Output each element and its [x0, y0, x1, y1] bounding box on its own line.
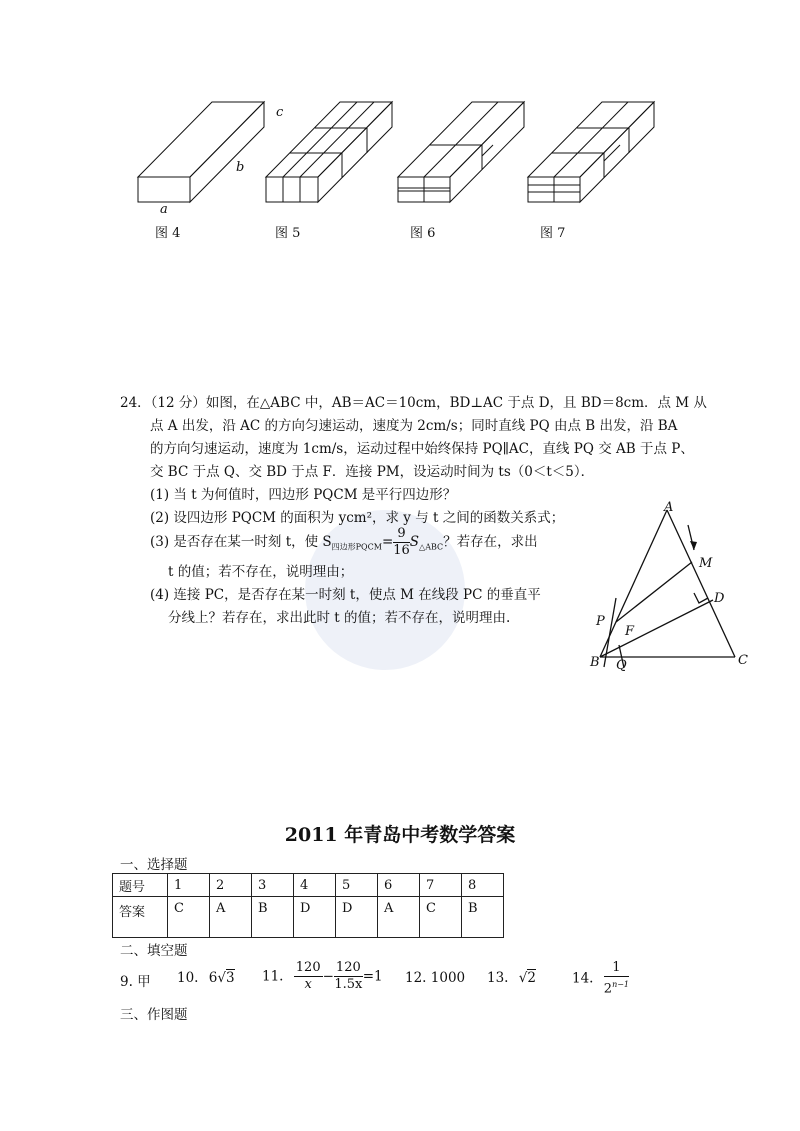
q24-part3-fraction: $\frac{9}{16}$: [393, 526, 410, 558]
caption-figure-5: 图 5: [275, 226, 301, 241]
row-header-answer: 答案: [113, 897, 168, 938]
question-number: 1: [168, 874, 210, 897]
question-number: 7: [420, 874, 462, 897]
answers-title: 2011 年青岛中考数学答案: [284, 824, 516, 846]
sqrt-symbol: √: [518, 970, 528, 986]
fill-q13-radicand: 2: [527, 970, 536, 986]
question-number: 2: [210, 874, 252, 897]
fill-q10-coef: 6: [208, 970, 218, 986]
row-header-number: 题号: [113, 874, 168, 897]
triangle-label-M: M: [699, 556, 713, 571]
answer-choice: C: [420, 897, 462, 938]
q24-part3-post: ？若存在，求出: [443, 534, 538, 550]
triangle-label-D: D: [714, 591, 725, 606]
label-c: c: [276, 105, 284, 120]
answer-choice: B: [462, 897, 504, 938]
answer-choice: D: [294, 897, 336, 938]
caption-figure-7: 图 7: [540, 226, 566, 241]
fill-q10-radicand: 3: [225, 970, 235, 986]
figure-4-box: [138, 102, 264, 202]
answer-choice: D: [336, 897, 378, 938]
fill-q14: [572, 960, 629, 997]
question-number: 6: [378, 874, 420, 897]
q24-line-1: 24．（12 分）如图，在△ABC 中，AB＝AC＝10cm，BD⊥AC 于点 D，且 BD＝8cm．点 M 从: [120, 395, 707, 411]
fill-q11-fraction-1: $\frac{120}{x}$: [295, 960, 321, 992]
fill-q11-minus: −: [322, 968, 334, 985]
q24-part-3-line-2: t 的值；若不存在，说明理由；: [168, 564, 354, 580]
q24-part-4-line-1: (4) 连接 PC，是否存在某一时刻 t，使点 M 在线段 PC 的垂直平: [150, 587, 541, 603]
fill-q14-fraction: $\frac{1}{2^{n-1}}$: [603, 960, 630, 997]
section-choice: 一、选择题: [120, 857, 188, 873]
triangle-label-Q: Q: [616, 658, 627, 673]
triangle-label-B: B: [590, 655, 600, 670]
answer-choice: C: [168, 897, 210, 938]
fill-q13-label: 13.: [487, 970, 509, 986]
section-fill: 二、填空题: [120, 943, 188, 959]
section-construction: 三、作图题: [120, 1007, 188, 1023]
table-row: [113, 897, 504, 938]
question-number: 3: [252, 874, 294, 897]
triangle-label-P: P: [596, 614, 605, 629]
box-figures: [125, 95, 685, 225]
fill-q11-label: 11.: [262, 968, 284, 985]
triangle-label-A: A: [664, 500, 674, 515]
label-b: b: [236, 160, 245, 175]
q24-part3-eq: =: [381, 534, 394, 550]
fill-q10: [177, 970, 235, 986]
answer-choice: A: [210, 897, 252, 938]
question-number: 8: [462, 874, 504, 897]
fill-q14-label: 14.: [572, 970, 594, 987]
caption-figure-4: 图 4: [155, 226, 181, 241]
figure-7-box: [528, 102, 654, 202]
q24-part-2: (2) 设四边形 PQCM 的面积为 ycm²，求 y 与 t 之间的函数关系式；: [150, 510, 565, 526]
q24-part3-sub2: △ABC: [419, 542, 444, 552]
q24-line-2: 点 A 出发，沿 AC 的方向匀速运动，速度为 2cm/s；同时直线 PQ 由点 B 出发，沿 BA: [150, 418, 678, 434]
q24-part-4-line-2: 分线上？若存在，求出此时 t 的值；若不存在，说明理由.: [168, 610, 511, 626]
q24-part-3: [150, 524, 538, 566]
triangle-label-C: C: [738, 653, 748, 668]
q24-part3-s: S: [409, 534, 420, 550]
q24-part-1: (1) 当 t 为何值时，四边形 PQCM 是平行四边形？: [150, 487, 457, 503]
question-number: 4: [294, 874, 336, 897]
caption-figure-6: 图 6: [410, 226, 436, 241]
label-a: a: [160, 202, 168, 217]
sqrt-symbol: √: [217, 970, 226, 986]
triangle-figure: [580, 495, 760, 680]
fill-q11-fraction-2: $\frac{120}{1.5x}$: [334, 960, 363, 992]
fill-q11: [262, 960, 383, 993]
fill-q11-rhs: =1: [362, 968, 383, 985]
choice-answer-table: [112, 873, 504, 938]
q24-line-3: 的方向匀速运动，速度为 1cm/s，运动过程中始终保持 PQ∥AC，直线 PQ 交 AB 于点 P、: [150, 441, 694, 457]
q24-part3-text: (3) 是否存在某一时刻 t，使 S: [150, 534, 332, 550]
answer-choice: A: [378, 897, 420, 938]
answer-choice: B: [252, 897, 294, 938]
fill-q10-label: 10.: [177, 970, 199, 986]
table-row: [113, 874, 504, 897]
fill-q9: 9. 甲: [120, 974, 151, 990]
q24-part3-sub: 四边形PQCM: [331, 542, 382, 552]
question-number: 5: [336, 874, 378, 897]
figure-6-box: [398, 102, 524, 202]
figure-5-box: [266, 102, 392, 202]
triangle-label-F: F: [625, 624, 635, 639]
fill-q13: [487, 970, 536, 986]
q24-line-4: 交 BC 于点 Q、交 BD 于点 F．连接 PM，设运动时间为 ts（0＜t＜5）．: [150, 464, 595, 480]
fill-q12: 12. 1000: [405, 970, 466, 986]
